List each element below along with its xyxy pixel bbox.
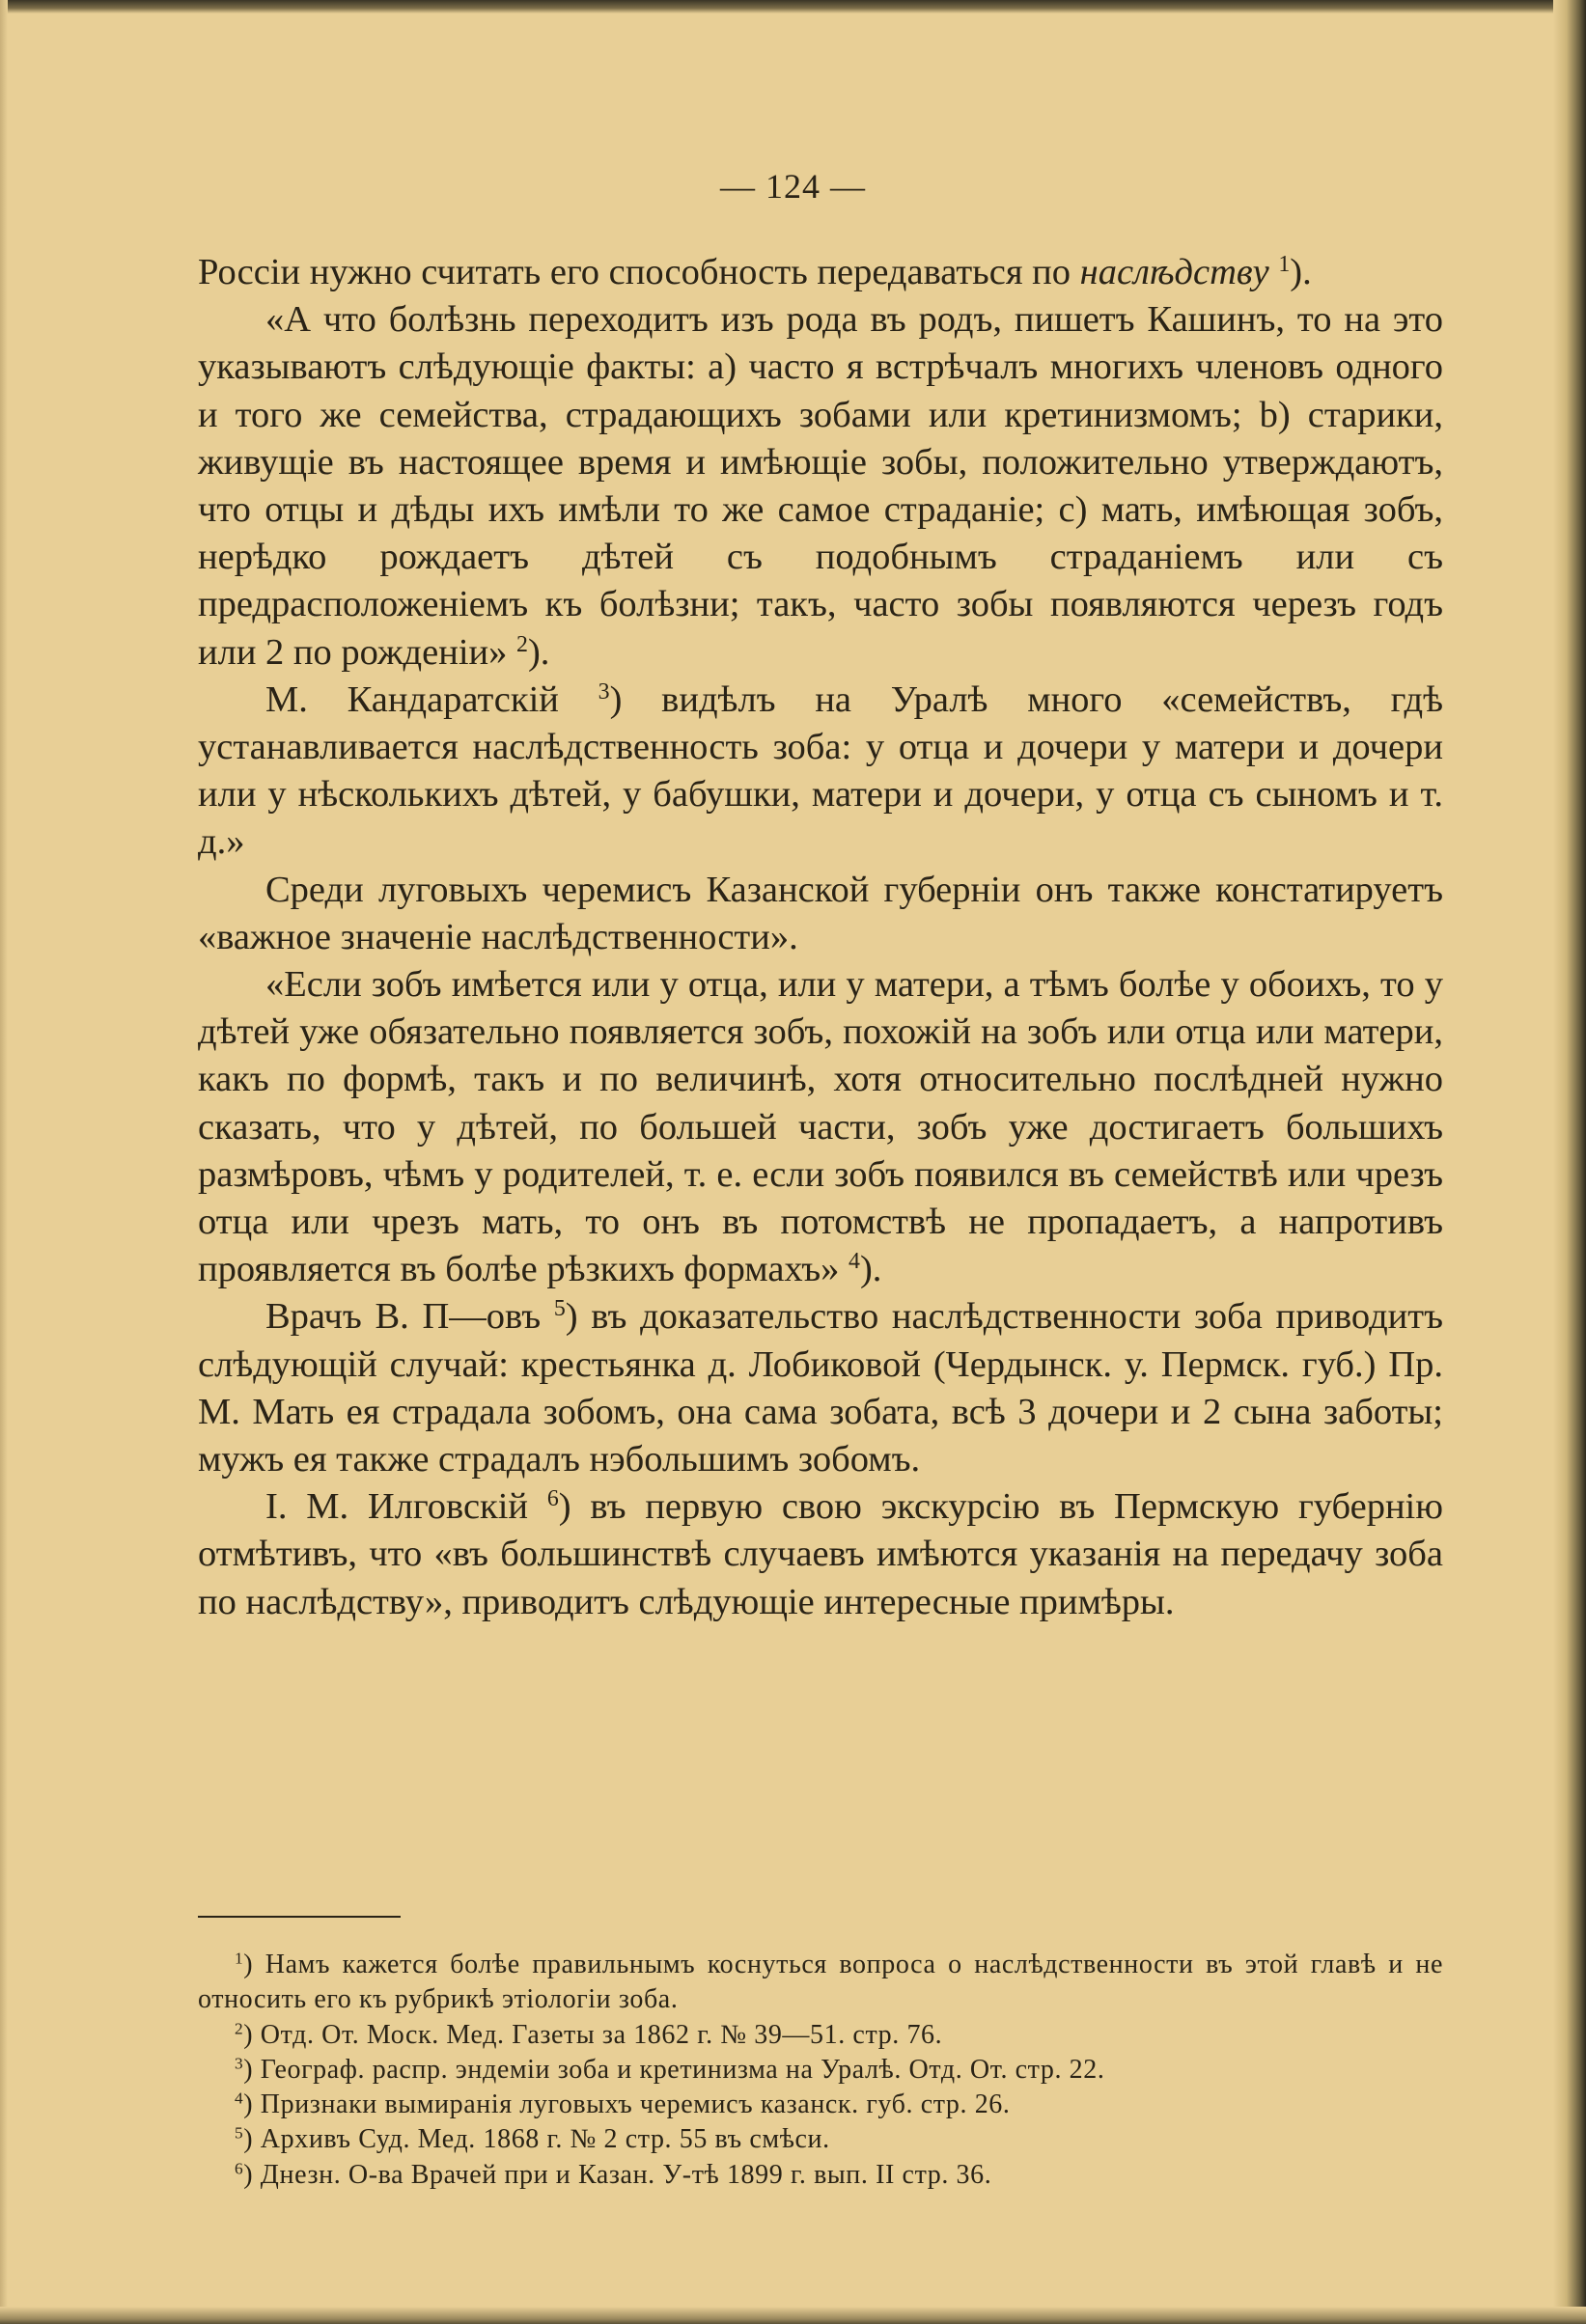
paragraph-text: ) въ первую свою экскурсію въ Пермскую губернію отмѣтивъ, что «въ большинствѣ случаевъ имѣются указанія на передачу зоба по наслѣдству», приводитъ слѣдующіе интересные примѣры. [198,1486,1444,1622]
page-edge-left [0,0,8,2324]
paragraph-text: «А что болѣзнь переходитъ изъ рода въ родъ, пишетъ Кашинъ, то на это указываютъ слѣдующіе факты: a) часто я встрѣчалъ многихъ членовъ одного и того же семейства, страдающихъ зобами или кретинизмомъ; b) старики, живущіе въ настоящее время и имѣющіе зобы, положительно утверждаютъ, что отцы и дѣды ихъ имѣли то же самое страданіе; c) мать, имѣющая зобъ, нерѣдко рождаетъ дѣтей съ подобнымъ страданіемъ или съ предрасположеніемъ къ болѣзни; такъ, часто зобы появляются черезъ годъ или 2 по рожденіи» [198,299,1443,673]
page-number: — 124 — [720,167,866,206]
footnote-text: ) Намъ кажется болѣе правильнымъ коснуться вопроса о наслѣдственности въ этой главѣ и не относить его къ рубрикѣ этіологіи зоба. [198,1950,1443,2015]
footnotes [198,1948,1443,2193]
paragraph-text: М. Кандаратскій [265,678,598,720]
paragraph [198,1293,1443,1483]
paragraph-text: Среди луговыхъ черемисъ Казанской губерніи онъ также констатируетъ «важное значеніе наслѣдственности». [198,869,1443,957]
main-text [198,249,1443,1626]
page-edge-top [0,0,1586,14]
footnote-ref: 5 [553,1296,566,1322]
footnote-ref: 1 [1278,251,1291,277]
paragraph [198,296,1443,677]
footnote-divider [198,1916,401,1918]
footnote-number: 2 [235,2019,244,2038]
paragraph-text: ). [527,631,550,673]
paragraph [198,1483,1443,1626]
footnote-text: ) Днезн. О-ва Врачей при и Казан. У-тѣ 1899 г. вып. II стр. 36. [243,2159,992,2190]
footnote-ref: 6 [546,1486,559,1512]
paragraph-text: ). [1290,252,1312,292]
footnote-text: ) Географ. распр. эндеміи зоба и кретинизма на Уралѣ. Отд. От. стр. 22. [243,2054,1105,2085]
paragraph [198,867,1443,961]
paragraph-text: «Если зобъ имѣется или у отца, или у матери, а тѣмъ болѣе у обоихъ, то у дѣтей уже обязательно появляется зобъ, похожій на зобъ или отца или матери, какъ по формѣ, такъ и по величинѣ, хотя относительно послѣдней нужно сказать, что у дѣтей, по большей части, зобъ уже достигаетъ большихъ размѣровъ, чѣмъ у родителей, т. е. если зобъ появился въ семействѣ или чрезъ отца или чрезъ мать, то онъ въ потомствѣ не пропадаетъ, а напротивъ проявляется въ болѣе рѣзкихъ формахъ» [198,964,1443,1290]
footnote [198,2018,1443,2053]
paragraph-text: Врачъ В. П—овъ [265,1296,554,1338]
footnote-ref: 2 [516,631,528,657]
footnote-number: 1 [235,1949,244,1968]
footnote-number: 4 [235,2089,244,2108]
footnote [198,2088,1443,2122]
paragraph-text: ) въ доказательство наслѣдственности зоба приводитъ слѣдующій случай: крестьянка д. Лобиковой (Чердынск. у. Пермск. губ.) Пр. М. Мать ея страдала зобомъ, она сама зобата, всѣ 3 дочери и 2 сына заботы; мужъ ея также страдалъ нэбольшимъ зобомъ. [198,1296,1443,1480]
footnote [198,1948,1443,2018]
paragraph-text [1269,252,1279,292]
footnote-ref: 4 [849,1249,860,1275]
footnote-text: ) Архивъ Суд. Мед. 1868 г. № 2 стр. 55 въ смѣси. [243,2124,830,2155]
italic-text: наслѣдству [1079,252,1269,292]
footnote [198,2122,1443,2157]
footnote-text: ) Признаки вымиранія луговыхъ черемисъ казанск. губ. стр. 26. [243,2089,1011,2120]
footnote-text: ) Отд. От. Моск. Мед. Газеты за 1862 г. № 39—51. стр. 76. [243,2019,943,2050]
paragraph-text: ) видѣлъ на Уралѣ много «семействъ, гдѣ устанавливается наслѣдственность зоба: у отца и дочери у матери и дочери или у нѣсколькихъ дѣтей, у бабушки, матери и дочери, у отца съ сыномъ и т. д.» [198,678,1443,863]
page-edge-bottom [0,2307,1586,2324]
paragraph-text: ). [859,1249,882,1290]
footnote-number: 5 [235,2123,244,2143]
paragraph [198,677,1443,867]
paragraph-text: І. М. Илговскій [265,1486,547,1528]
page-edge-right [1553,0,1586,2324]
paragraph [198,249,1443,296]
paragraph [198,961,1443,1293]
footnote-number: 6 [235,2159,244,2178]
footnote-ref: 3 [598,678,610,705]
footnote-number: 3 [235,2054,244,2073]
footnote [198,2053,1443,2088]
paragraph-text: Россіи нужно считать его способность передаваться по [198,252,1080,292]
footnote [198,2158,1443,2193]
